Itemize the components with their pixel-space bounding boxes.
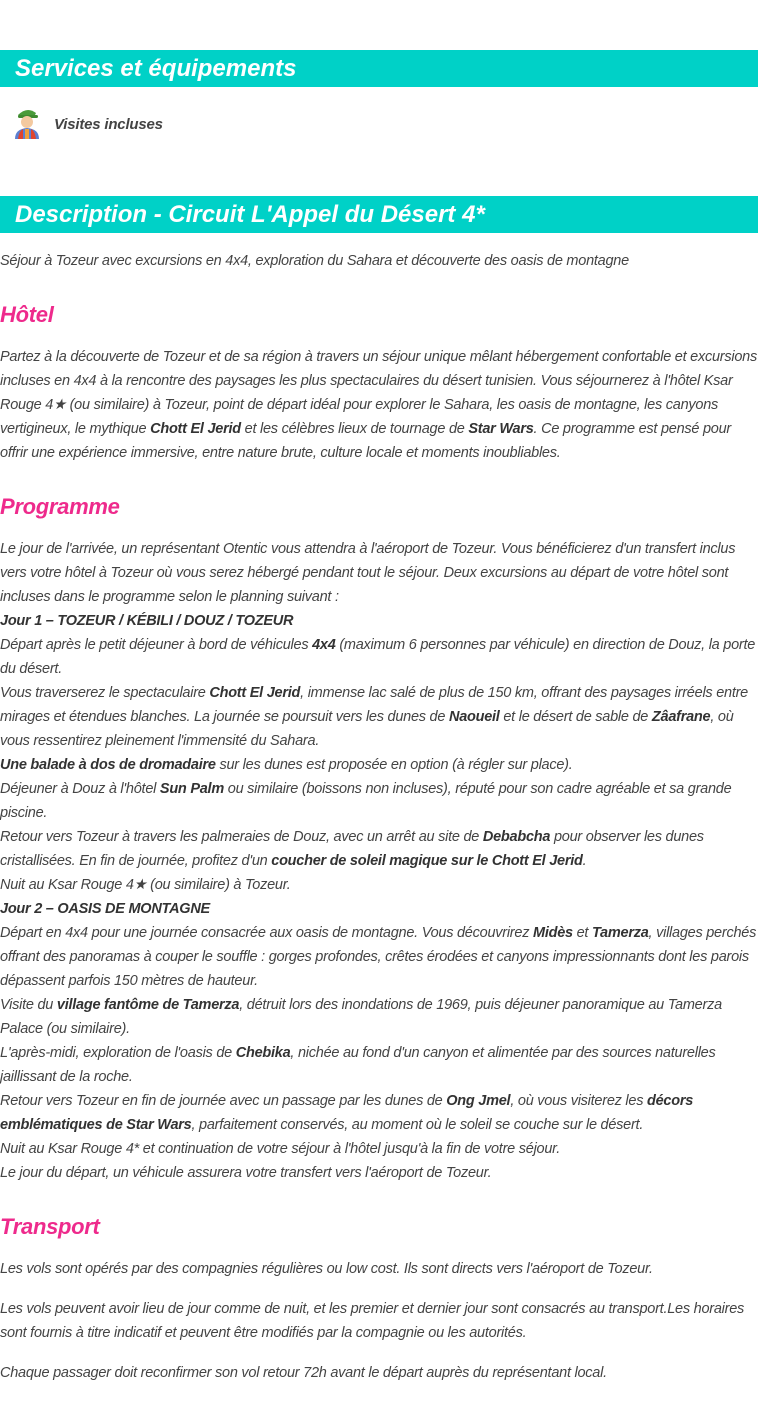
day1-night: Nuit au Ksar Rouge 4★ (ou similaire) à Tozeur. [0,877,291,893]
day1-lunch: Déjeuner à Douz à l'hôtel Sun Palm ou similaire (boissons non incluses), réputé pour son cadre agréable et sa grande piscine. [0,781,732,821]
day1-title: Jour 1 – TOZEUR / KÉBILI / DOUZ / TOZEUR [0,613,294,629]
day1-return: Retour vers Tozeur à travers les palmeraies de Douz, avec un arrêt au site de Debabcha pour observer les dunes cristallisées. En fin de journée, profitez d'un coucher de soleil magique sur le Chott El Jerid. [0,829,704,869]
day2-night: Nuit au Ksar Rouge 4* et continuation de votre séjour à l'hôtel jusqu'à la fin de votre séjour. [0,1141,560,1157]
hotel-heading: Hôtel [0,302,54,327]
day2-ghost-village: Visite du village fantôme de Tamerza, détruit lors des inondations de 1969, puis déjeuner panoramique au Tamerza Palace (ou similaire). [0,997,722,1037]
description-header [0,196,758,233]
hotel-bold-chott: Chott El Jerid [150,421,241,437]
day1-camel: Une balade à dos de dromadaire sur les dunes est proposée en option (à régler sur place). [0,757,573,773]
programme-heading: Programme [0,494,120,519]
description-intro-text: Séjour à Tozeur avec excursions en 4x4, exploration du Sahara et découverte des oasis de montagne [0,253,629,269]
transport-p3: Chaque passager doit reconfirmer son vol retour 72h avant le départ auprès du représentant local. [0,1365,607,1381]
transport-p2: Les vols peuvent avoir lieu de jour comme de nuit, et les premier et dernier jour sont consacrés au transport.Les horaires sont fournis à titre indicatif et peuvent être modifiés par la compagnie ou les autorités. [0,1301,745,1341]
programme-intro: Le jour de l'arrivée, un représentant Otentic vous attendra à l'aéroport de Tozeur. Vous bénéficierez d'un transfert inclus vers votre hôtel à Tozeur où vous serez hébergé pendant tout le séjour. Deux excursions au départ de votre hôtel sont incluses dans le programme selon le planning suivant : [0,541,736,605]
services-header [0,50,758,87]
hotel-paragraph: Partez à la découverte de Tozeur et de sa région à travers un séjour unique mêlant hébergement confortable et excursions incluses en 4x4 à la rencontre des paysages les plus spectaculaires du désert tunisien. Vous séjournerez à l'hôtel Ksar Rouge 4★ (ou similaire) à Tozeur, point de départ idéal pour explorer le Sahara, les oasis de montagne, les canyons vertigineux, le mythique Chott El Jerid et les célèbres lieux de tournage de Star Wars. Ce programme est pensé pour offrir une expérience immersive, entre nature brute, culture locale et moments inoubliables. [0,349,757,461]
description-title: Description - Circuit L'Appel du Désert 4* [15,201,485,228]
transport-heading: Transport [0,1214,100,1239]
day1-departure: Départ après le petit déjeuner à bord de véhicules 4x4 (maximum 6 personnes par véhicule) en direction de Douz, la porte du désert. [0,637,756,677]
day1-chott: Vous traverserez le spectaculaire Chott El Jerid, immense lac salé de plus de 150 km, offrant des paysages irréels entre mirages et étendues blanches. La journée se poursuit vers les dunes de Naoueil et le désert de sable de Zâafrane, où vous ressentirez pleinement l'immensité du Sahara. [0,685,748,749]
day2-chebika: L'après-midi, exploration de l'oasis de Chebika, nichée au fond d'un canyon et alimentée par des sources naturelles jaillissant de la roche. [0,1045,716,1085]
hotel-bold-starwars: Star Wars [468,421,534,437]
description-intro [0,249,758,273]
programme-body [0,537,758,1185]
services-title: Services et équipements [15,55,297,82]
visits-included-item [12,107,163,141]
guide-icon [12,105,42,144]
day2-title: Jour 2 – OASIS DE MONTAGNE [0,901,210,917]
day2-return: Retour vers Tozeur en fin de journée avec un passage par les dunes de Ong Jmel, où vous visiterez les décors emblématiques de Star Wars, parfaitement conservés, au moment où le soleil se couche sur le désert. [0,1093,694,1133]
departure-transfer: Le jour du départ, un véhicule assurera votre transfert vers l'aéroport de Tozeur. [0,1165,492,1181]
visits-included-label: Visites incluses [54,115,163,133]
day2-departure: Départ en 4x4 pour une journée consacrée aux oasis de montagne. Vous découvrirez Midès et Tamerza, villages perchés offrant des panoramas à couper le souffle : gorges profondes, crêtes érodées et canyons impressionnants dont les parois dépassent parfois 150 mètres de hauteur. [0,925,757,989]
transport-p1: Les vols sont opérés par des compagnies régulières ou low cost. Ils sont directs vers l'aéroport de Tozeur. [0,1261,653,1277]
